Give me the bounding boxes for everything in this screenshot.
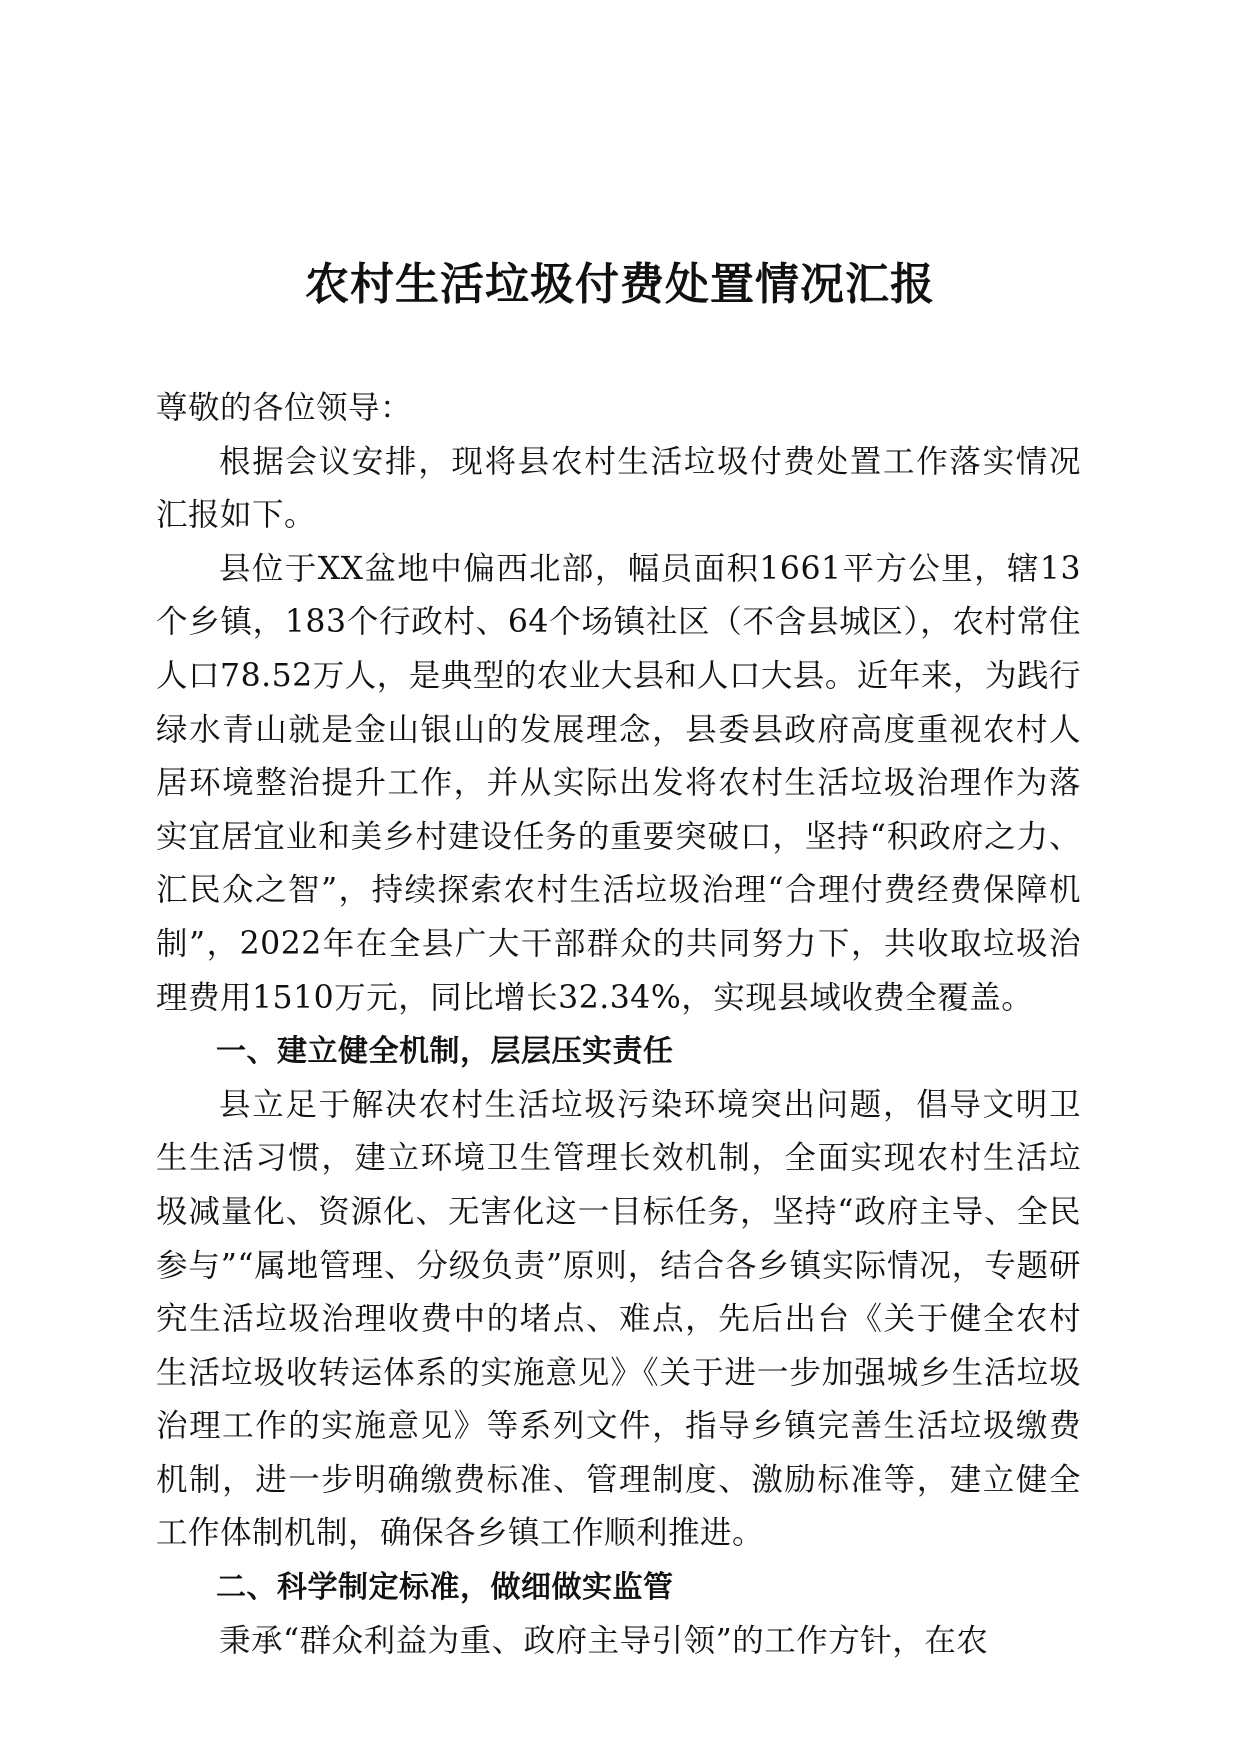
intro-paragraph: 根据会议安排，现将县农村生活垃圾付费处置工作落实情况汇报如下。	[156, 443, 1081, 534]
document-title: 农村生活垃圾付费处置情况汇报	[305, 259, 935, 310]
section-1-paragraph: 县立足于解决农村生活垃圾污染环境突出问题，倡导文明卫生生活习惯，建立环境卫生管理长效机制，全面实现农村生活垃圾减量化、资源化、无害化这一目标任务，坚持“政府主导、全民参与”“属地管理、分级负责”原则，结合各乡镇实际情况，专题研究生活垃圾治理收费中的堵点、难点，先后出台《关于健全农村生活垃圾收转运体系的实施意见》《关于进一步加强城乡生活垃圾治理工作的实施意见》等系列文件，指导乡镇完善生活垃圾缴费机制，进一步明确缴费标准、管理制度、激励标准等，建立健全工作体制机制，确保各乡镇工作顺利推进。	[156, 1086, 1081, 1552]
overview-paragraph: 县位于XX盆地中偏西北部，幅员面积1661平方公里，辖13个乡镇，183个行政村、64个场镇社区（不含县城区），农村常住人口78.52万人，是典型的农业大县和人口大县。近年来，为践行绿水青山就是金山银山的发展理念，县委县政府高度重视农村人居环境整治提升工作，并从实际出发将农村生活垃圾治理作为落实宜居宜业和美乡村建设任务的重要突破口，坚持“积政府之力、汇民众之智”，持续探索农村生活垃圾治理“合理付费经费保障机制”，2022年在全县广大干部群众的共同努力下，共收取垃圾治理费用1510万元，同比增长32.34%，实现县域收费全覆盖。	[156, 550, 1081, 1016]
section-2-heading: 二、科学制定标准，做细做实监管	[216, 1570, 674, 1606]
section-1-heading: 一、建立健全机制，层层压实责任	[216, 1034, 674, 1070]
section-2-paragraph: 秉承“群众利益为重、政府主导引领”的工作方针，在农	[219, 1622, 989, 1659]
document-body	[156, 382, 1081, 1668]
salutation: 尊敬的各位领导：	[156, 390, 413, 426]
